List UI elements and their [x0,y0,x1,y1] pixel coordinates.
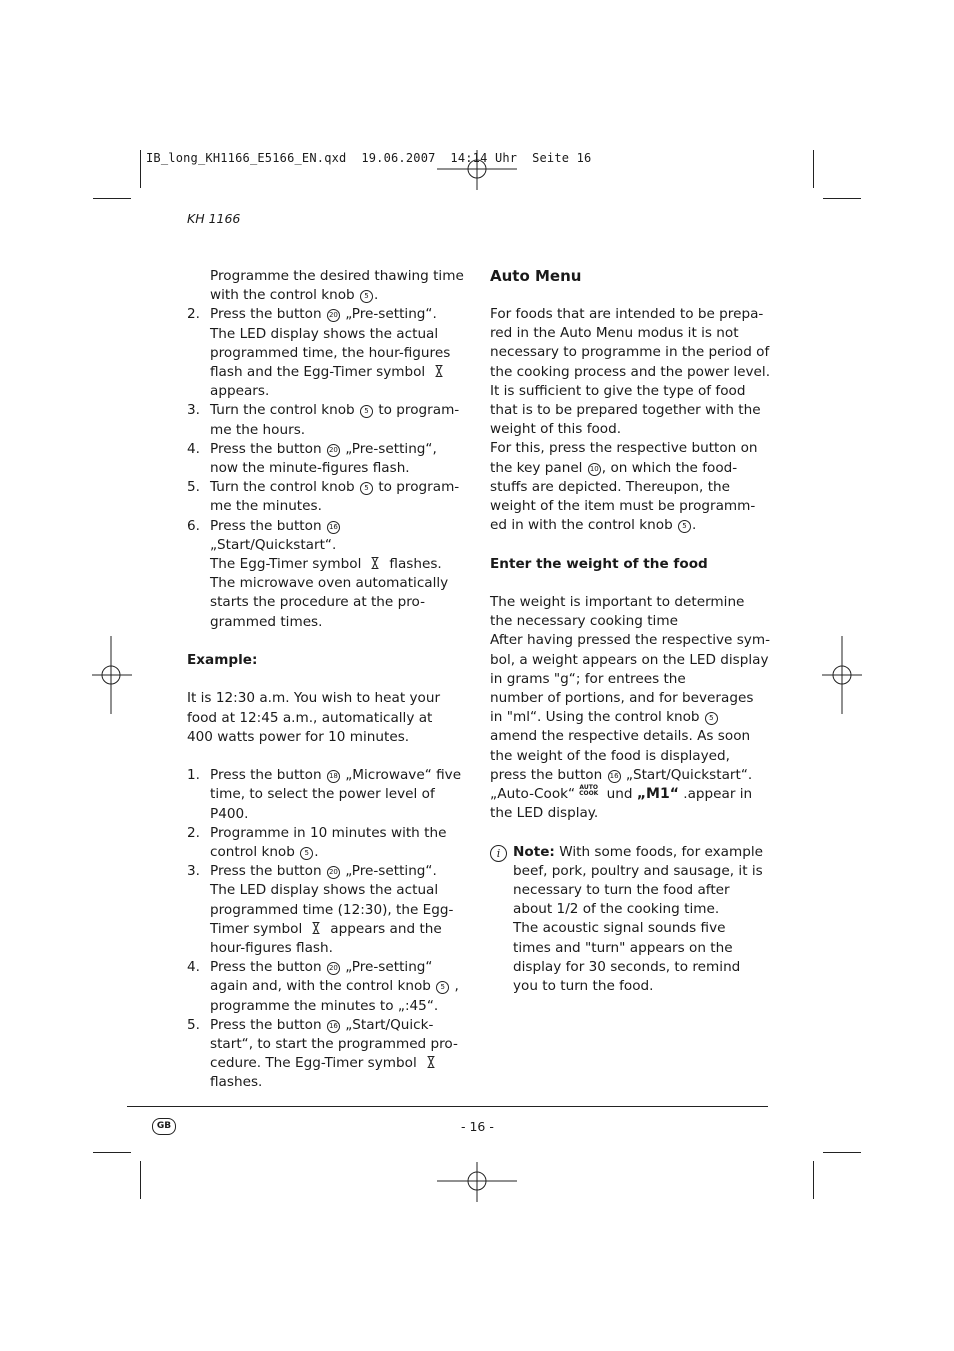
right-column [490,266,775,996]
button-ref-icon: 18 [327,770,340,783]
list-item: 5. Press the button 16 „Start/Quick- start“, to start the programmed pro- cedure. The Egg-Timer symbol flashes. [187,1016,458,1091]
paragraph-line: that is to be prepared together with the [490,402,761,419]
paragraph-line: „Auto-Cook“ AUTO COOK und „M1“ .appear in [490,784,753,803]
paragraph-line: amend the respective details. As soon [490,728,751,745]
language-badge: GB [152,1118,176,1135]
crop-mark [93,1152,131,1153]
button-ref-icon: 20 [327,866,340,879]
paragraph-line: For this, press the respective button on [490,440,758,457]
crop-mark [813,1161,814,1199]
paragraph-line: For foods that are intended to be prepa- [490,306,764,322]
auto-cook-icon: AUTO COOK [579,784,599,798]
crop-mark [823,1152,861,1153]
control-knob-ref-icon: 5 [678,520,691,533]
control-knob-ref-icon: 5 [360,405,373,418]
control-knob-ref-icon: 5 [360,482,373,495]
crop-mark [93,198,131,199]
paragraph-line: stuffs are depicted. Thereupon, the [490,478,731,495]
paragraph-line: the necessary cooking time [490,613,678,630]
example-heading: Example: [187,652,258,669]
subheading: Enter the weight of the food [490,555,708,572]
key-panel-ref-icon: 10 [588,463,601,476]
paragraph-line: the key panel 10 , on which the food- [490,459,738,476]
paragraph-line: press the button 16 „Start/Quickstart“. [490,766,753,783]
egg-timer-icon [427,1056,435,1068]
paragraph-line: weight of this food. [490,421,622,438]
footer-rule [127,1106,768,1107]
info-icon: i [490,845,507,862]
egg-timer-icon [312,922,320,934]
list-item: 5. Turn the control knob 5 to program- me the minutes. [187,479,460,515]
button-ref-icon: 20 [327,444,340,457]
intro-line: with the control knob 5 . [210,287,379,304]
button-ref-icon: 16 [327,1020,340,1033]
crop-mark [140,150,141,188]
control-knob-ref-icon: 5 [300,847,313,860]
print-slug: IB_long_KH1166_E5166_EN.qxd 19.06.2007 14:14 Uhr Seite 16 [146,151,592,165]
list-item: 4. Press the button 20 „Pre-setting“, now the minute-figures flash. [187,440,437,477]
registration-mark-left [92,636,132,714]
paragraph-line: red in the Auto Menu modus it is not [490,325,739,342]
intro-line: Programme the desired thawing time [210,268,464,284]
crop-mark [823,198,861,199]
egg-timer-icon [371,557,379,569]
list-item: 2. Programme in 10 minutes with the control knob 5 . [187,824,447,861]
control-knob-ref-icon: 5 [436,981,449,994]
paragraph-line: in grams "g“; for entrees the [490,670,686,687]
paragraph-line: necessary to programme in the period of [490,344,770,361]
paragraph-line: the weight of the food is displayed, [490,747,730,764]
button-ref-icon: 20 [327,309,340,322]
section-title: Auto Menu [490,267,582,285]
registration-mark-bottom [437,1162,517,1202]
left-column [187,267,467,1093]
paragraph-line: weight of the item must be programm- [490,498,756,515]
example-text: It is 12:30 a.m. You wish to heat your [187,690,441,707]
paragraph-line: bol, a weight appears on the LED display [490,651,769,668]
button-ref-icon: 16 [608,770,621,783]
list-item: 1. Press the button 18 „Microwave“ five time, to select the power level of P400. [187,767,462,822]
button-ref-icon: 16 [327,521,340,534]
egg-timer-icon [435,365,443,377]
button-ref-icon: 20 [327,962,340,975]
page-number: - 16 - [461,1119,494,1134]
list-item: 3. Press the button 20 „Pre-setting“. The LED display shows the actual programmed time (12:30), the Egg- Timer symbol appears and the hour-figures flash. [187,863,454,957]
list-item: 4. Press the button 20 „Pre-setting“ again and, with the control knob 5 , programme the minutes to „:45“. [187,959,459,1014]
registration-mark-right [822,636,862,714]
paragraph-line: ed in with the control knob 5 . [490,517,697,534]
example-text: food at 12:45 a.m., automatically at [187,709,433,726]
control-knob-ref-icon: 5 [705,712,718,725]
model-number: KH 1166 [187,211,241,226]
paragraph-line: The weight is important to determine [490,594,745,611]
paragraph-line: in "ml“. Using the control knob 5 [490,708,775,727]
crop-mark [140,1161,141,1199]
list-item: 3. Turn the control knob 5 to program- me the hours. [187,402,460,438]
paragraph-line: number of portions, and for beverages [490,690,754,707]
note-block: i Note: With some foods, for example beef, pork, poultry and sausage, it is necessary to turn the food after about 1/2 of the cooking time. The acoustic signal sounds five times and "turn" appears on the display for 30 seconds, to remind you to turn the food. [490,843,775,997]
paragraph-line: the LED display. [490,805,599,822]
paragraph-line: After having pressed the respective sym- [490,632,770,649]
control-knob-ref-icon: 5 [360,290,373,303]
example-text: 400 watts power for 10 minutes. [187,728,410,745]
paragraph-line: It is sufficient to give the type of food [490,382,746,399]
list-item: 6. Press the button 16 „Start/Quickstart“. The Egg-Timer symbol flashes. The microwave oven automatically starts the procedure at the pro- grammed times. [187,517,449,630]
note-label: Note: [513,843,555,860]
paragraph-line: the cooking process and the power level. [490,363,771,380]
list-item: 2. Press the button 20 „Pre-setting“. The LED display shows the actual programmed time, the hour-figures flash and the Egg-Timer symbol appears. [187,306,451,400]
crop-mark [813,150,814,188]
